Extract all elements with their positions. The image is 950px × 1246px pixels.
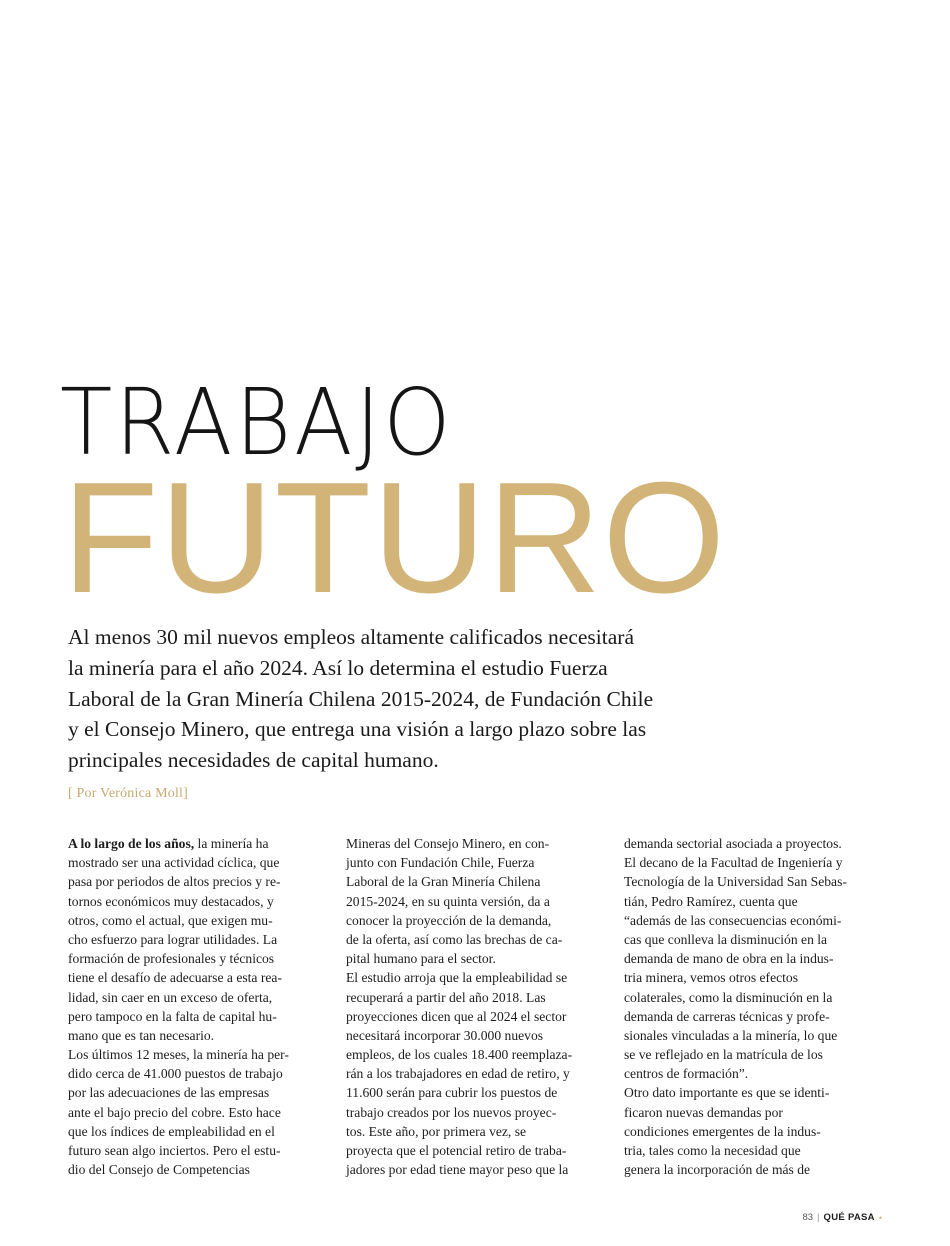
body-line: condiciones emergentes de la indus- bbox=[624, 1123, 821, 1139]
body-line: Tecnología de la Universidad San Sebas- bbox=[624, 874, 847, 890]
body-line: conocer la proyección de la demanda, bbox=[346, 912, 552, 928]
body-line: necesitará incorporar 30.000 nuevos bbox=[346, 1027, 544, 1043]
body-line: recuperará a partir del año 2018. Las bbox=[346, 989, 546, 1005]
body-line: proyecta que el potencial retiro de traba- bbox=[346, 1143, 567, 1158]
body-line: tria minera, vemos otros efectos bbox=[624, 970, 799, 986]
body-line: pero tampoco en la falta de capital hu- bbox=[68, 1008, 277, 1024]
body-line: “además de las consecuencias económi- bbox=[624, 912, 842, 928]
body-line: futuro sean algo inciertos. Pero el estu- bbox=[68, 1143, 281, 1158]
body-line: demanda sectorial asociada a proyectos. bbox=[624, 836, 842, 851]
footer-separator: | bbox=[817, 1212, 820, 1223]
body-column-3 bbox=[624, 834, 894, 1179]
body-line: por las adecuaciones de las empresas bbox=[68, 1085, 270, 1101]
lede-paragraph bbox=[68, 622, 728, 776]
lede-line: y el Consejo Minero, que entrega una visión a largo plazo sobre las bbox=[68, 717, 647, 742]
lede-line: la minería para el año 2024. Así lo determina el estudio Fuerza bbox=[68, 655, 608, 680]
body-column-1 bbox=[68, 834, 338, 1179]
body-line: genera la incorporación de más de bbox=[624, 1162, 811, 1178]
body-line: tián, Pedro Ramírez, cuenta que bbox=[624, 893, 798, 909]
body-line: Laboral de la Gran Minería Chilena bbox=[346, 874, 541, 890]
lede-line: Laboral de la Gran Minería Chilena 2015-2024, de Fundación Chile bbox=[68, 686, 654, 711]
body-line: 2015-2024, en su quinta versión, da a bbox=[346, 893, 550, 909]
body-line: Mineras del Consejo Minero, en con- bbox=[346, 836, 550, 851]
body-line: se ve reflejado en la matrícula de los bbox=[624, 1047, 823, 1063]
body-line: rán a los trabajadores en edad de retiro, y bbox=[346, 1066, 570, 1082]
page-number: 83 bbox=[802, 1212, 814, 1223]
body-line: tiene el desafío de adecuarse a esta rea- bbox=[68, 970, 282, 986]
body-line: dido cerca de 41.000 puestos de trabajo bbox=[68, 1066, 283, 1082]
body-line: demanda de mano de obra en la indus- bbox=[624, 951, 834, 967]
body-line: empleos, de los cuales 18.400 reemplaza- bbox=[346, 1047, 573, 1063]
body-line: El decano de la Facultad de Ingeniería y bbox=[624, 855, 843, 871]
magazine-name: QUÉ PASA bbox=[823, 1212, 875, 1223]
body-line: tria, tales como la necesidad que bbox=[624, 1143, 801, 1158]
lede-line: principales necesidades de capital humano. bbox=[68, 748, 439, 773]
body-line bbox=[68, 834, 338, 853]
lead-in-rest: la minería ha bbox=[194, 836, 269, 851]
body-line: centros de formación”. bbox=[624, 1066, 749, 1082]
body-line: jadores por edad tiene mayor peso que la bbox=[346, 1162, 569, 1178]
body-line: ficaron nuevas demandas por bbox=[624, 1104, 783, 1120]
body-line: lidad, sin caer en un exceso de oferta, bbox=[68, 989, 273, 1005]
body-line: trabajo creados por los nuevos proyec- bbox=[346, 1104, 557, 1120]
body-line: demanda de carreras técnicas y profe- bbox=[624, 1008, 830, 1024]
lede-line: Al menos 30 mil nuevos empleos altamente calificados necesitará bbox=[68, 625, 634, 649]
body-line: ante el bajo precio del cobre. Esto hace bbox=[68, 1104, 281, 1120]
body-line: proyecciones dicen que al 2024 el sector bbox=[346, 1008, 567, 1024]
body-line: dio del Consejo de Competencias bbox=[68, 1162, 250, 1178]
body-line: Los últimos 12 meses, la minería ha per- bbox=[68, 1047, 289, 1063]
body-line: que los índices de empleabilidad en el bbox=[68, 1123, 275, 1139]
byline: [ Por Verónica Moll] bbox=[68, 786, 188, 801]
body-line: tos. Este año, por primera vez, se bbox=[346, 1123, 527, 1139]
body-line: cho esfuerzo para lograr utilidades. La bbox=[68, 931, 278, 947]
body-line: tornos económicos muy destacados, y bbox=[68, 893, 274, 909]
body-line: junto con Fundación Chile, Fuerza bbox=[346, 855, 535, 871]
body-line: cas que conlleva la disminución en la bbox=[624, 931, 828, 947]
body-line: El estudio arroja que la empleabilidad se bbox=[346, 970, 568, 986]
body-line: de la oferta, así como las brechas de ca- bbox=[346, 931, 563, 947]
body-line: sionales vinculadas a la minería, lo que bbox=[624, 1027, 838, 1043]
body-line: mostrado ser una actividad cíclica, que bbox=[68, 855, 280, 871]
body-line: otros, como el actual, que exigen mu- bbox=[68, 912, 273, 928]
body-line: colaterales, como la disminución en la bbox=[624, 989, 833, 1005]
headline-line-2: FUTURO bbox=[62, 450, 727, 626]
body-line: Otro dato importante es que se identi- bbox=[624, 1085, 830, 1101]
body-line: 11.600 serán para cubrir los puestos de bbox=[346, 1085, 558, 1101]
body-column-2 bbox=[346, 834, 616, 1179]
headline-line-1: TRABAJO bbox=[60, 369, 454, 476]
body-line: pasa por periodos de altos precios y re- bbox=[68, 874, 281, 890]
lead-in-bold: A lo largo de los años, bbox=[68, 836, 195, 851]
body-line: pital humano para el sector. bbox=[346, 951, 496, 967]
body-line: mano que es tan necesario. bbox=[68, 1027, 215, 1043]
page-footer bbox=[802, 1212, 882, 1223]
body-line: formación de profesionales y técnicos bbox=[68, 951, 275, 967]
bullet-icon: • bbox=[878, 1212, 882, 1223]
